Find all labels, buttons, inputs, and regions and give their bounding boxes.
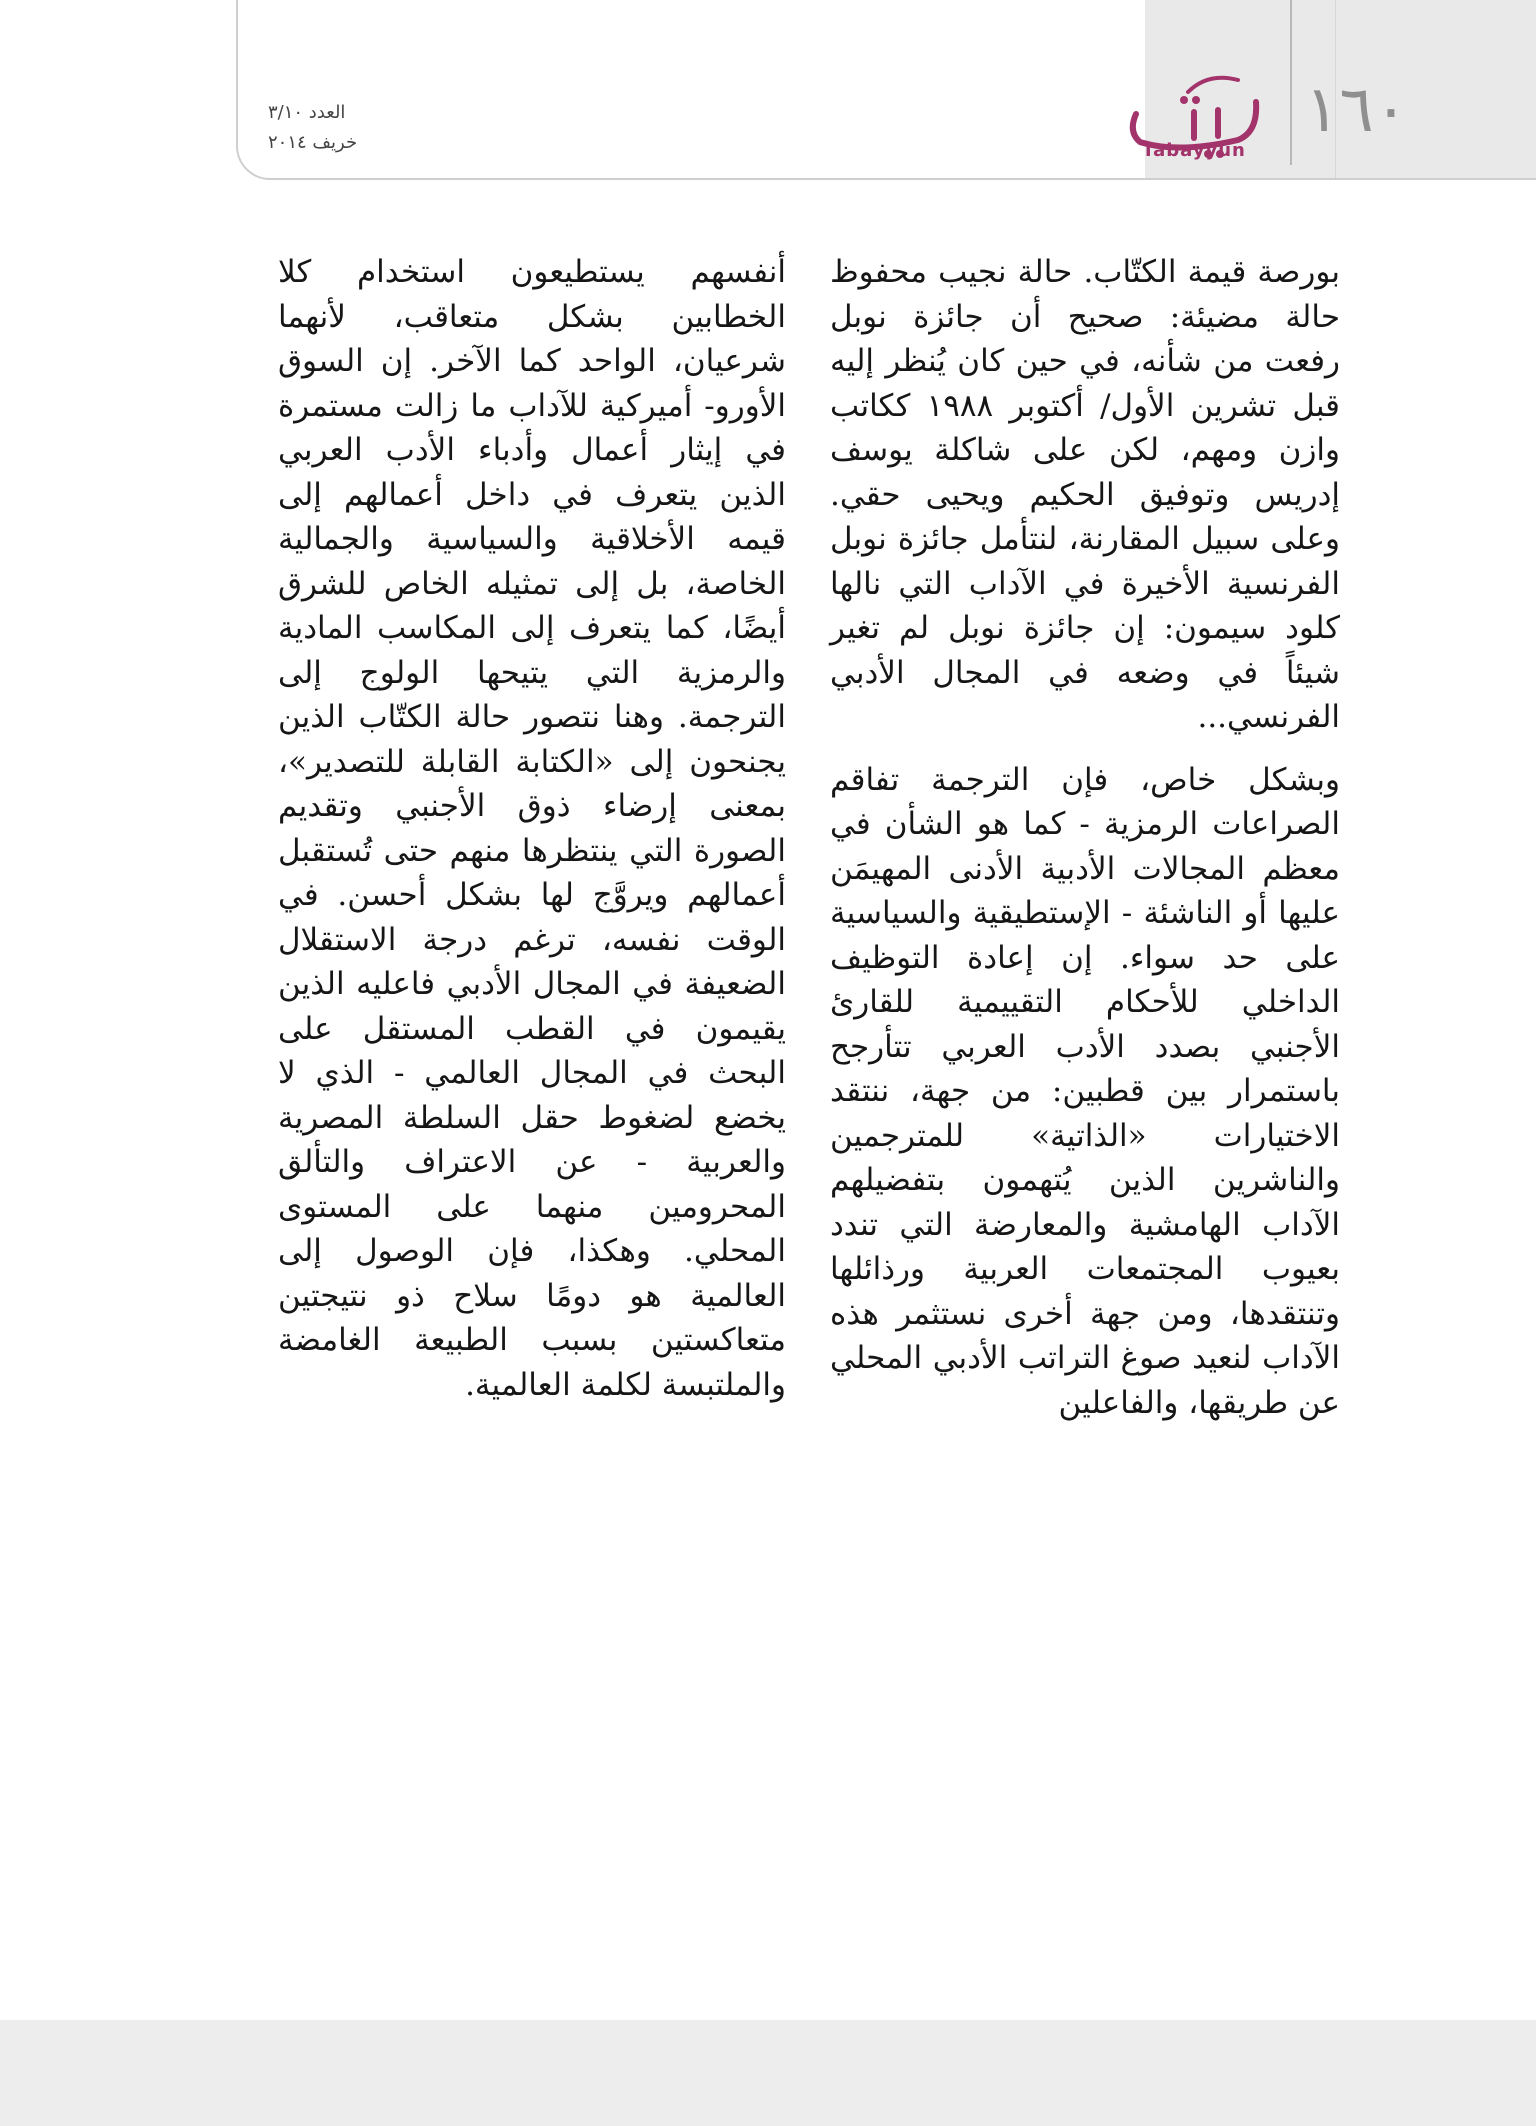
article-body [0,250,1536,1421]
paragraph: وبشكل خاص، فإن الترجمة تفاقم الصراعات الرمزية - كما هو الشأن في معظم المجالات الأدبية الأدنى المهيمَن عليها أو الناشئة - الإستطيقية والسياسية على حد سواء. إن إعادة التوظيف الداخلي للأحكام التقييمية للقارئ الأجنبي بصدد الأدب العربي تتأرجح باستمرار بين قطبين: من جهة، ننتقد الاختيارات «الذاتية» للمترجمين والناشرين الذين يُتهمون بتفضيلهم الآداب الهامشية والمعارضة التي تندد بعيوب المجتمعات العربية ورذائلها وتنتقدها، ومن جهة أخرى نستثمر هذه الآداب لنعيد صوغ التراتب الأدبي المحلي عن طريقها، والفاعلين [830,761,1340,1421]
article-column-right [830,250,1340,1425]
header-divider [1290,0,1292,165]
issue-number: العدد ٣/١٠ [268,102,346,123]
footer-band [0,2020,1536,2126]
paragraph: بورصة قيمة الكتّاب. حالة نجيب محفوظ حالة مضيئة: صحيح أن جائزة نوبل رفعت من شأنه، في حين كان يُنظر إليه قبل تشرين الأول/ أكتوبر ١٩٨٨ ككاتب وازن ومهم، لكن على شاكلة يوسف إدريس وتوفيق الحكيم ويحيى حقي. وعلى سبيل المقارنة، لنتأمل جائزة نوبل الفرنسية الأخيرة في الآداب التي نالها كلود سيمون: إن جائزة نوبل لم تغير شيئاً في وضعه في المجال الأدبي الفرنسي... [830,254,1341,735]
issue-season: خريف ٢٠١٤ [268,132,358,153]
issue-info [268,98,468,158]
logo-latin-text: Tabayyun [1142,140,1246,161]
page-number: ١٦٠ [1305,73,1409,147]
paragraph: أنفسهم يستطيعون استخدام كلا الخطابين بشكل متعاقب، لأنهما شرعيان، الواحد كما الآخر. إن السوق الأورو- أميركية للآداب ما زالت مستمرة في إيثار أعمال وأدباء الأدب العربي الذين يتعرف في داخل أعمالهم إلى قيمه الأخلاقية والسياسية والجمالية الخاصة، بل إلى تمثيله الخاص للشرق أيضًا، كما يتعرف إلى المكاسب المادية والرمزية التي يتيحها الولوج إلى الترجمة. وهنا نتصور حالة الكتّاب الذين يجنحون إلى «الكتابة القابلة للتصدير»، بمعنى إرضاء ذوق الأجنبي وتقديم الصورة التي ينتظرها منهم حتى تُستقبل أعمالهم ويروَّج لها بشكل أحسن. في الوقت نفسه، ترغم درجة الاستقلال الضعيفة في المجال الأدبي فاعليه الذين يقيمون في القطب المستقل على البحث في المجال العالمي - الذي لا يخضع لضغوط حقل السلطة المصرية والعربية - عن الاعتراف والتألق المحرومين منهما على المستوى المحلي. وهكذا، فإن الوصول إلى العالمية هو دومًا سلاح ذو نتيجتين متعاكستين بسبب الطبيعة الغامضة والملتبسة لكلمة العالمية. [278,254,786,1403]
article-column-left [278,250,786,1407]
